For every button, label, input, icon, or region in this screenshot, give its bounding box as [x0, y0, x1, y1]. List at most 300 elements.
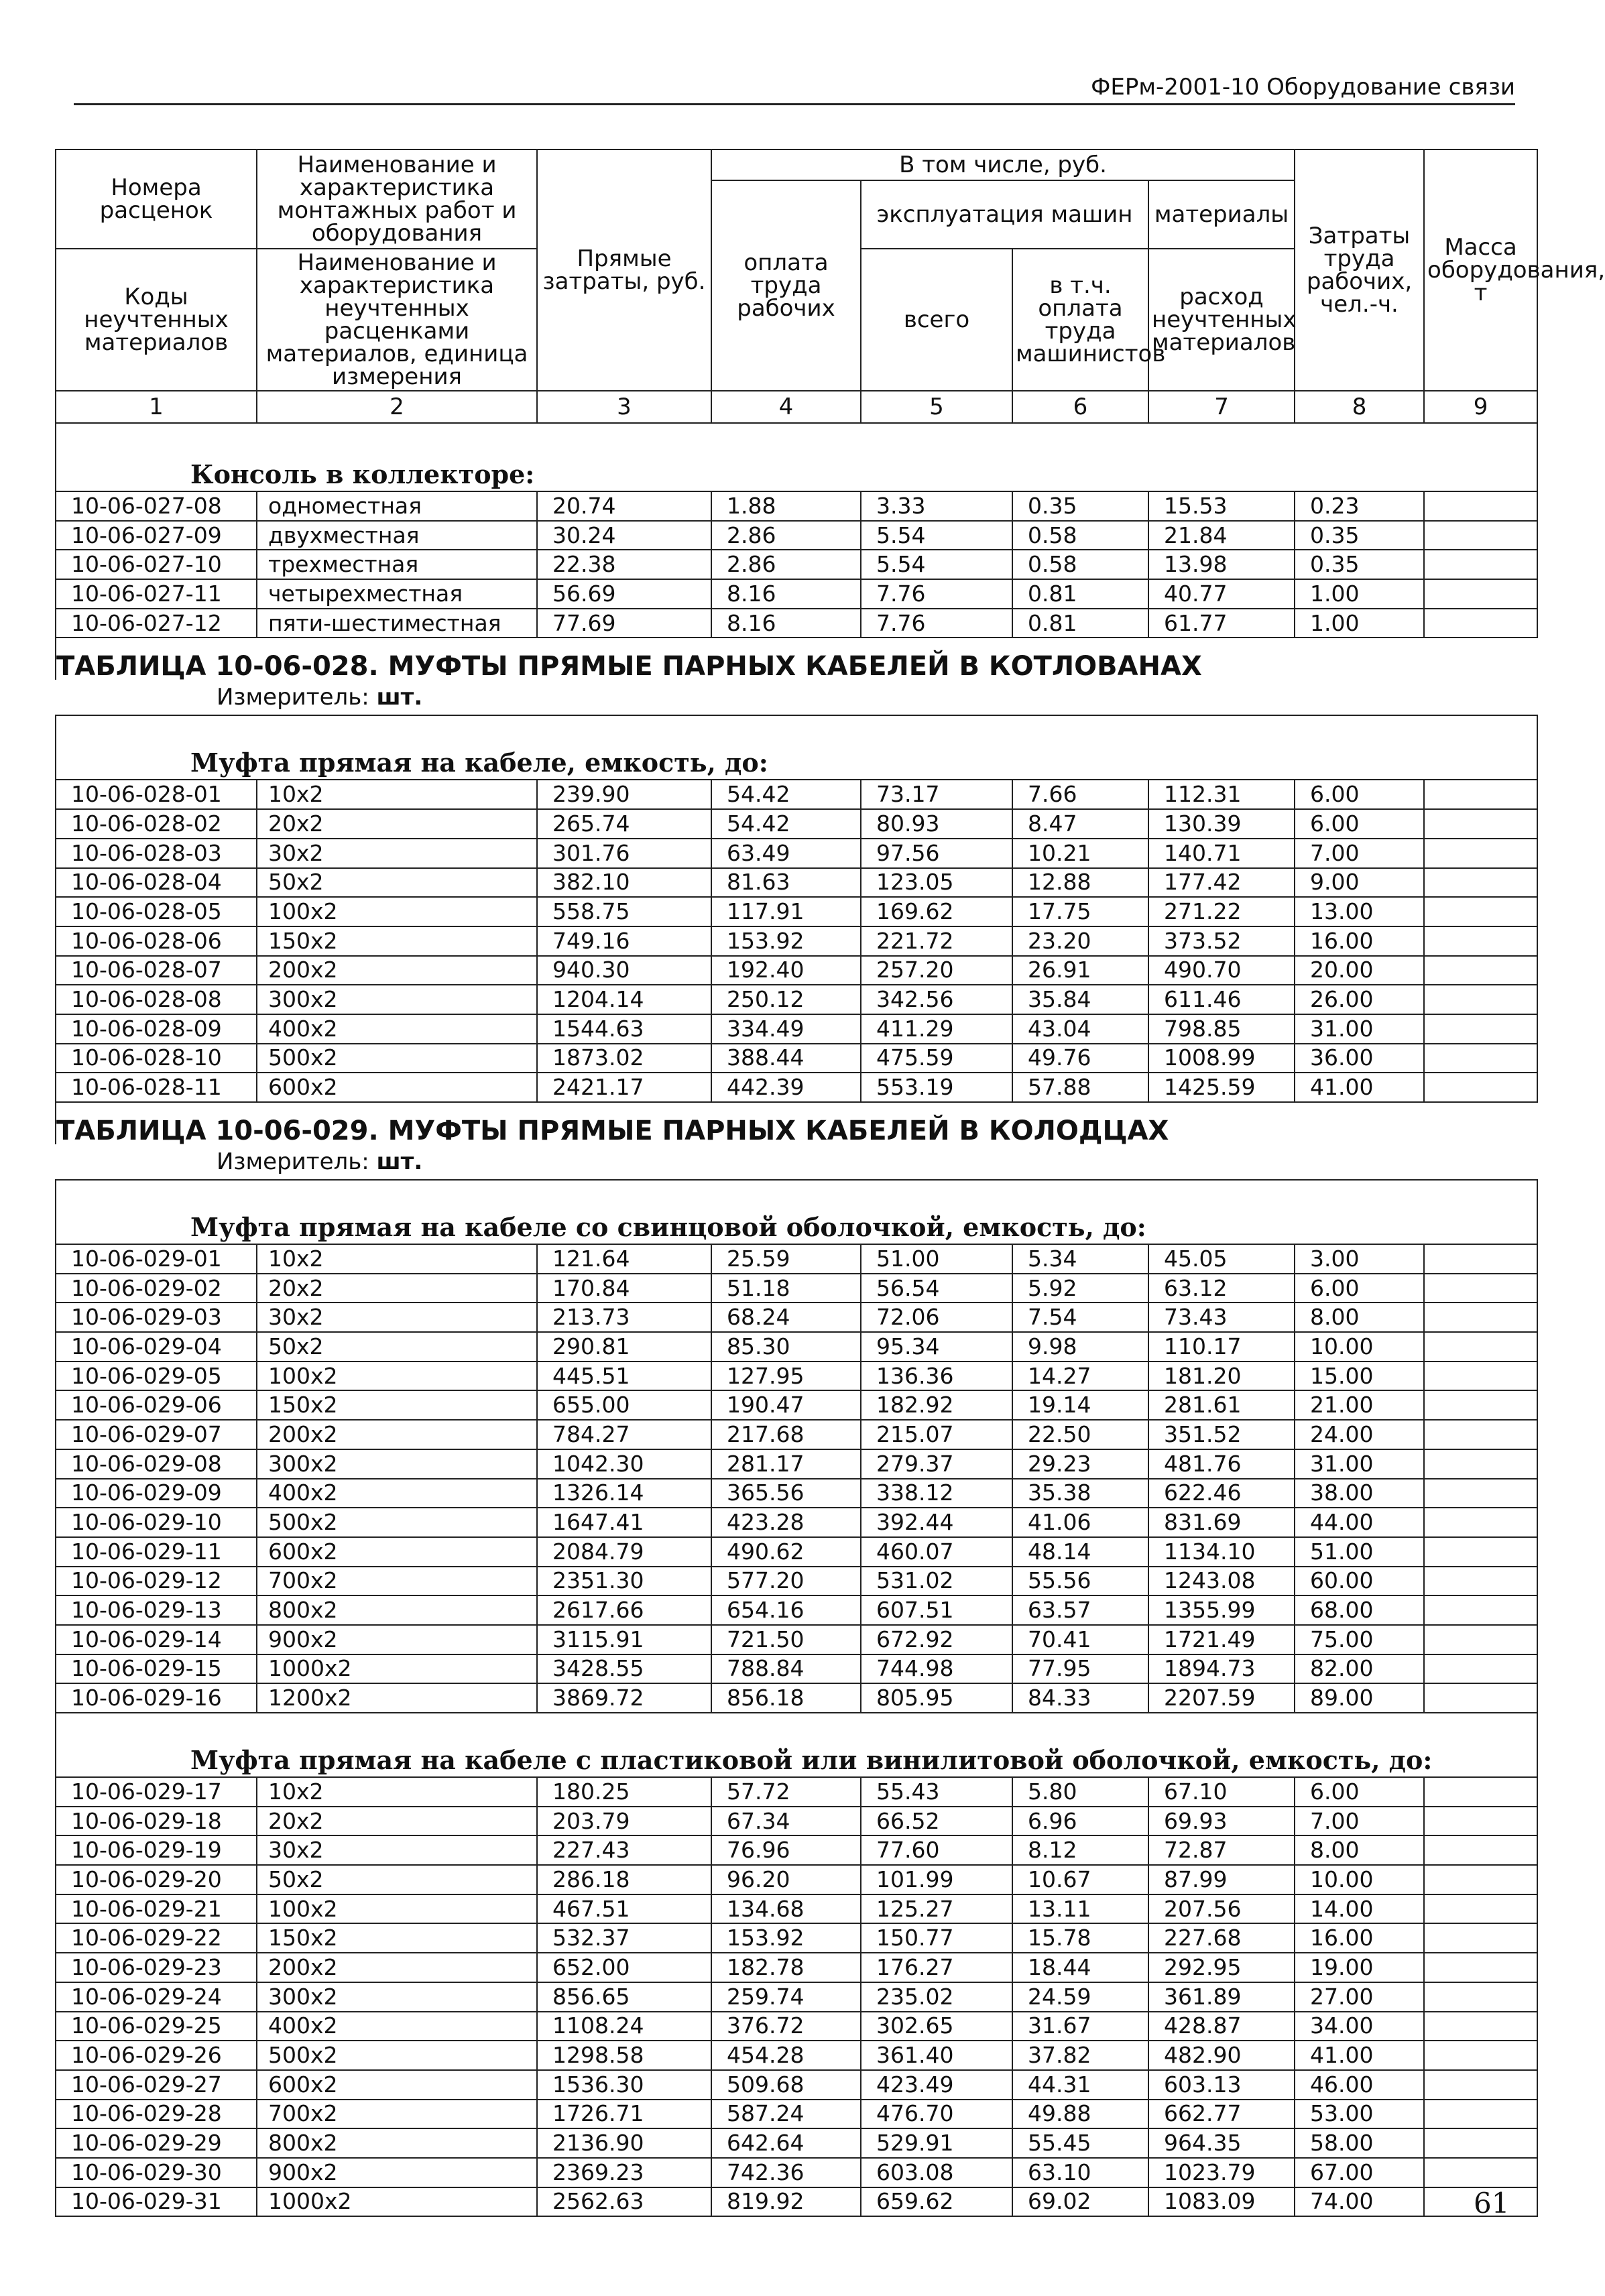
table-cell: 0.35	[1295, 521, 1424, 550]
table-cell: 72.06	[861, 1303, 1012, 1332]
table-cell: 51.00	[861, 1244, 1012, 1274]
table-cell	[1424, 1537, 1537, 1567]
table-cell: 20x2	[257, 1807, 537, 1836]
table-cell: 10-06-029-29	[56, 2128, 257, 2158]
table-cell: 85.30	[711, 1332, 861, 1362]
table-cell: 10-06-028-08	[56, 985, 257, 1014]
table-cell: 77.95	[1012, 1654, 1148, 1684]
col-code-bottom: Коды неучтенных материалов	[56, 249, 257, 391]
table-cell: 10-06-028-04	[56, 868, 257, 898]
col-name-top: Наименование и характеристика монтажных работ и оборудования	[257, 149, 537, 249]
table-cell: 13.98	[1148, 550, 1295, 579]
table-cell	[1424, 1449, 1537, 1479]
table-cell: 10-06-027-11	[56, 579, 257, 609]
table-cell: 181.20	[1148, 1362, 1295, 1391]
table-cell: 500x2	[257, 2041, 537, 2070]
col-number: 1	[56, 391, 257, 423]
table-row	[56, 1982, 1537, 2012]
table-cell: 2.86	[711, 521, 861, 550]
table-cell: 8.16	[711, 609, 861, 638]
table-cell: 788.84	[711, 1654, 861, 1684]
table-cell	[1424, 2070, 1537, 2100]
table-cell: 1.00	[1295, 609, 1424, 638]
table-row	[56, 1449, 1537, 1479]
table-cell: 8.12	[1012, 1835, 1148, 1865]
table-cell: 454.28	[711, 2041, 861, 2070]
table-cell: 30x2	[257, 1303, 537, 1332]
col-code-top: Номера расценок	[56, 149, 257, 249]
table-cell: 798.85	[1148, 1014, 1295, 1044]
table-cell: 19.00	[1295, 1953, 1424, 1982]
table-cell: 351.52	[1148, 1420, 1295, 1449]
table-cell: 7.00	[1295, 1807, 1424, 1836]
table-cell: 10-06-029-10	[56, 1508, 257, 1537]
table-cell: 265.74	[537, 809, 711, 839]
table-cell: 532.37	[537, 1923, 711, 1953]
table-cell: 5.34	[1012, 1244, 1148, 1274]
table-cell: 1894.73	[1148, 1654, 1295, 1684]
unit-label: Измеритель:	[217, 1148, 369, 1175]
table-cell: 279.37	[861, 1449, 1012, 1479]
table-cell: 654.16	[711, 1595, 861, 1625]
table-cell: 117.91	[711, 897, 861, 926]
table-cell: 819.92	[711, 2187, 861, 2217]
table-cell	[1424, 1303, 1537, 1332]
unit-line	[56, 680, 1537, 715]
table-cell: 361.89	[1148, 1982, 1295, 2012]
table-cell: 342.56	[861, 985, 1012, 1014]
col-number: 2	[257, 391, 537, 423]
table-cell: 10.21	[1012, 839, 1148, 868]
table-cell: 150x2	[257, 1923, 537, 1953]
table-cell: 600x2	[257, 1073, 537, 1102]
table-row	[56, 1683, 1537, 1713]
table-cell: 392.44	[861, 1508, 1012, 1537]
col-direct-costs: Прямые затраты, руб.	[537, 149, 711, 391]
table-cell: 217.68	[711, 1420, 861, 1449]
table-cell: 18.44	[1012, 1953, 1148, 1982]
table-cell: 176.27	[861, 1953, 1012, 1982]
table-cell: 1536.30	[537, 2070, 711, 2100]
table-cell: 8.16	[711, 579, 861, 609]
table-cell: 856.18	[711, 1683, 861, 1713]
table-cell	[1424, 1244, 1537, 1274]
table-cell: 10-06-029-05	[56, 1362, 257, 1391]
table-cell: 84.33	[1012, 1683, 1148, 1713]
table-cell: 281.61	[1148, 1390, 1295, 1420]
table-cell: 3428.55	[537, 1654, 711, 1684]
section-row	[56, 423, 1537, 491]
table-cell: 80.93	[861, 809, 1012, 839]
table-cell: 672.92	[861, 1625, 1012, 1654]
table-cell: 460.07	[861, 1537, 1012, 1567]
table-title: ТАБЛИЦА 10-06-029. МУФТЫ ПРЯМЫЕ ПАРНЫХ КАБЕЛЕЙ В КОЛОДЦАХ	[56, 1102, 1537, 1144]
table-cell: 68.24	[711, 1303, 861, 1332]
table-cell: 558.75	[537, 897, 711, 926]
table-cell: 3869.72	[537, 1683, 711, 1713]
table-cell: 10-06-029-26	[56, 2041, 257, 2070]
table-cell: 1726.71	[537, 2100, 711, 2129]
table-cell: 500x2	[257, 1044, 537, 1073]
table-cell: 10-06-028-05	[56, 897, 257, 926]
table-cell: 190.47	[711, 1390, 861, 1420]
table-cell: 50x2	[257, 1865, 537, 1894]
table-cell: 271.22	[1148, 897, 1295, 926]
table-cell: 292.95	[1148, 1953, 1295, 1982]
table-cell: 96.20	[711, 1865, 861, 1894]
table-row	[56, 1595, 1537, 1625]
table-cell	[1424, 521, 1537, 550]
table-cell: 587.24	[711, 2100, 861, 2129]
table-cell: 67.10	[1148, 1777, 1295, 1807]
table-cell: 23.20	[1012, 926, 1148, 956]
table-row	[56, 839, 1537, 868]
table-cell: 1243.08	[1148, 1567, 1295, 1596]
table-cell: 177.42	[1148, 868, 1295, 898]
table-cell: 30.24	[537, 521, 711, 550]
table-cell: 490.62	[711, 1537, 861, 1567]
unit-value: шт.	[376, 1148, 423, 1175]
table-cell: 101.99	[861, 1865, 1012, 1894]
table-cell: 1008.99	[1148, 1044, 1295, 1073]
table-cell: 411.29	[861, 1014, 1012, 1044]
table-cell	[1424, 985, 1537, 1014]
table-row	[56, 780, 1537, 809]
table-cell: 13.11	[1012, 1894, 1148, 1924]
table-cell: 10-06-027-08	[56, 491, 257, 521]
table-cell: 10.67	[1012, 1865, 1148, 1894]
table-cell: 121.64	[537, 1244, 711, 1274]
table-cell: 60.00	[1295, 1567, 1424, 1596]
table-cell	[1424, 2012, 1537, 2041]
table-cell: 7.76	[861, 579, 1012, 609]
table-cell: 24.00	[1295, 1420, 1424, 1449]
table-cell: 82.00	[1295, 1654, 1424, 1684]
table-cell: 10x2	[257, 780, 537, 809]
table-cell: 442.39	[711, 1073, 861, 1102]
table-cell: 10-06-028-06	[56, 926, 257, 956]
table-cell: 10-06-028-11	[56, 1073, 257, 1102]
table-cell	[1424, 897, 1537, 926]
table-cell: 2562.63	[537, 2187, 711, 2217]
table-cell: 63.10	[1012, 2158, 1148, 2187]
table-cell: 127.95	[711, 1362, 861, 1391]
table-cell: 531.02	[861, 1567, 1012, 1596]
table-cell: 19.14	[1012, 1390, 1148, 1420]
table-cell: 10-06-028-07	[56, 956, 257, 985]
table-title-row	[56, 638, 1537, 680]
table-cell: 603.08	[861, 2158, 1012, 2187]
table-cell: 63.49	[711, 839, 861, 868]
table-cell: 54.42	[711, 809, 861, 839]
table-cell: 10-06-029-27	[56, 2070, 257, 2100]
table-row	[56, 2012, 1537, 2041]
table-cell: 10-06-029-25	[56, 2012, 257, 2041]
table-cell: 300x2	[257, 985, 537, 1014]
table-cell: 652.00	[537, 1953, 711, 1982]
table-cell: 53.00	[1295, 2100, 1424, 2129]
table-cell: 742.36	[711, 2158, 861, 2187]
table-row	[56, 1894, 1537, 1924]
table-cell: 259.74	[711, 1982, 861, 2012]
table-cell	[1424, 2041, 1537, 2070]
unit-label: Измеритель:	[217, 684, 369, 711]
table-cell: 9.00	[1295, 868, 1424, 898]
table-cell: 50x2	[257, 1332, 537, 1362]
table-cell: 302.65	[861, 2012, 1012, 2041]
table-cell: 301.76	[537, 839, 711, 868]
table-cell	[1424, 1894, 1537, 1924]
table-row	[56, 2041, 1537, 2070]
table-cell: 112.31	[1148, 780, 1295, 809]
table-cell: 1721.49	[1148, 1625, 1295, 1654]
table-cell: 10-06-028-10	[56, 1044, 257, 1073]
table-cell: 10-06-029-14	[56, 1625, 257, 1654]
table-cell: 180.25	[537, 1777, 711, 1807]
table-cell: 900x2	[257, 2158, 537, 2187]
table-cell: 153.92	[711, 1923, 861, 1953]
table-cell: 10-06-029-03	[56, 1303, 257, 1332]
table-cell: 5.80	[1012, 1777, 1148, 1807]
table-cell: 8.47	[1012, 809, 1148, 839]
table-cell: 200x2	[257, 956, 537, 985]
table-cell: 611.46	[1148, 985, 1295, 1014]
table-cell: 10-06-028-02	[56, 809, 257, 839]
table-cell: 30x2	[257, 1835, 537, 1865]
table-cell	[1424, 1865, 1537, 1894]
table-cell: 400x2	[257, 2012, 537, 2041]
table-cell	[1424, 1982, 1537, 2012]
col-number: 3	[537, 391, 711, 423]
table-cell: 365.56	[711, 1479, 861, 1508]
table-cell: 10-06-029-07	[56, 1420, 257, 1449]
table-row	[56, 1073, 1537, 1102]
table-cell: 125.27	[861, 1894, 1012, 1924]
table-cell: 56.54	[861, 1274, 1012, 1303]
table-cell	[1424, 839, 1537, 868]
table-cell: 57.88	[1012, 1073, 1148, 1102]
table-cell: 203.79	[537, 1807, 711, 1836]
table-cell: 749.16	[537, 926, 711, 956]
table-cell	[1424, 1332, 1537, 1362]
table-cell: 74.00	[1295, 2187, 1424, 2217]
table-cell: 940.30	[537, 956, 711, 985]
table-cell: 1326.14	[537, 1479, 711, 1508]
table-cell	[1424, 1923, 1537, 1953]
section-subtitle: Консоль в коллекторе:	[56, 423, 1537, 491]
table-cell: 150x2	[257, 1390, 537, 1420]
table-cell: 7.00	[1295, 839, 1424, 868]
col-materials: материалы	[1148, 180, 1295, 249]
table-cell: 1204.14	[537, 985, 711, 1014]
table-cell: 10-06-029-09	[56, 1479, 257, 1508]
table-cell: 40.77	[1148, 579, 1295, 609]
table-cell: 607.51	[861, 1595, 1012, 1625]
table-row	[56, 1508, 1537, 1537]
table-cell: 170.84	[537, 1274, 711, 1303]
table-cell: 1425.59	[1148, 1073, 1295, 1102]
table-cell: 257.20	[861, 956, 1012, 985]
table-cell: 373.52	[1148, 926, 1295, 956]
table-row	[56, 1420, 1537, 1449]
table-row	[56, 1014, 1537, 1044]
table-cell: 423.49	[861, 2070, 1012, 2100]
table-cell: 76.96	[711, 1835, 861, 1865]
table-cell	[1424, 579, 1537, 609]
table-cell: 5.92	[1012, 1274, 1148, 1303]
table-cell: 41.06	[1012, 1508, 1148, 1537]
table-cell: 10-06-029-21	[56, 1894, 257, 1924]
table-cell: 14.00	[1295, 1894, 1424, 1924]
table-cell: 227.68	[1148, 1923, 1295, 1953]
col-machines: эксплуатация машин	[861, 180, 1148, 249]
table-cell: 6.00	[1295, 780, 1424, 809]
table-cell: 2136.90	[537, 2128, 711, 2158]
table-cell: 1298.58	[537, 2041, 711, 2070]
table-cell: 900x2	[257, 1625, 537, 1654]
table-cell: 1134.10	[1148, 1537, 1295, 1567]
table-cell: 10-06-029-11	[56, 1537, 257, 1567]
table-cell: двухместная	[257, 521, 537, 550]
table-cell: 603.13	[1148, 2070, 1295, 2100]
table-cell: 58.00	[1295, 2128, 1424, 2158]
table-title-row	[56, 1102, 1537, 1144]
table-cell: 482.90	[1148, 2041, 1295, 2070]
table-cell: 250.12	[711, 985, 861, 1014]
table-cell	[1424, 1479, 1537, 1508]
table-cell: 56.69	[537, 579, 711, 609]
table-cell	[1424, 1073, 1537, 1102]
table-cell: 10-06-029-24	[56, 1982, 257, 2012]
table-cell: 134.68	[711, 1894, 861, 1924]
table-cell: 3.00	[1295, 1244, 1424, 1274]
table-cell: 300x2	[257, 1449, 537, 1479]
table-cell: 215.07	[861, 1420, 1012, 1449]
table-cell: 856.65	[537, 1982, 711, 2012]
table-cell: 38.00	[1295, 1479, 1424, 1508]
table-cell: 46.00	[1295, 2070, 1424, 2100]
table-cell: 54.42	[711, 780, 861, 809]
table-cell: 44.00	[1295, 1508, 1424, 1537]
table-cell: 428.87	[1148, 2012, 1295, 2041]
table-cell: 26.00	[1295, 985, 1424, 1014]
table-cell: 81.63	[711, 868, 861, 898]
table-cell	[1424, 1390, 1537, 1420]
table-cell	[1424, 1625, 1537, 1654]
table-cell: 3115.91	[537, 1625, 711, 1654]
table-row	[56, 1953, 1537, 1982]
table-cell: 182.78	[711, 1953, 861, 1982]
table-cell: 150x2	[257, 926, 537, 956]
table-cell: 0.81	[1012, 579, 1148, 609]
table-cell: 51.00	[1295, 1537, 1424, 1567]
table-cell: 1647.41	[537, 1508, 711, 1537]
table-header	[56, 149, 1605, 423]
table-cell	[1424, 1683, 1537, 1713]
table-row	[56, 809, 1537, 839]
table-cell: 22.38	[537, 550, 711, 579]
table-cell: 140.71	[1148, 839, 1295, 868]
table-row	[56, 521, 1537, 550]
table-cell: 2207.59	[1148, 1683, 1295, 1713]
table-cell: 20x2	[257, 1274, 537, 1303]
table-cell: 55.56	[1012, 1567, 1148, 1596]
table-cell: 445.51	[537, 1362, 711, 1391]
table-cell: 227.43	[537, 1835, 711, 1865]
table-cell: 87.99	[1148, 1865, 1295, 1894]
table-cell: 29.23	[1012, 1449, 1148, 1479]
table-cell: 338.12	[861, 1479, 1012, 1508]
table-cell: 16.00	[1295, 1923, 1424, 1953]
table-cell: 10.00	[1295, 1865, 1424, 1894]
table-row	[56, 1390, 1537, 1420]
table-cell: 400x2	[257, 1014, 537, 1044]
table-cell: 642.64	[711, 2128, 861, 2158]
table-cell: четырехместная	[257, 579, 537, 609]
table-cell: 34.00	[1295, 2012, 1424, 2041]
col-number: 8	[1295, 391, 1424, 423]
table-row	[56, 1044, 1537, 1073]
table-cell: 10-06-029-15	[56, 1654, 257, 1684]
table-cell: 13.00	[1295, 897, 1424, 926]
table-row	[56, 1923, 1537, 1953]
table-row	[56, 550, 1537, 579]
rates-table	[55, 149, 1605, 2217]
col-unaccounted-materials: расход неучтенных материалов	[1148, 249, 1295, 391]
table-cell	[1424, 1044, 1537, 1073]
col-number: 6	[1012, 391, 1148, 423]
table-cell: 10-06-029-18	[56, 1807, 257, 1836]
table-row	[56, 985, 1537, 1014]
table-cell: 490.70	[1148, 956, 1295, 985]
table-cell: 622.46	[1148, 1479, 1295, 1508]
table-cell: 1042.30	[537, 1449, 711, 1479]
table-cell: 10x2	[257, 1244, 537, 1274]
table-cell: 2369.23	[537, 2158, 711, 2187]
table-cell: 1000x2	[257, 2187, 537, 2217]
table-cell: 200x2	[257, 1420, 537, 1449]
table-cell: 10x2	[257, 1777, 537, 1807]
table-cell: 207.56	[1148, 1894, 1295, 1924]
table-cell: 10-06-029-20	[56, 1865, 257, 1894]
table-cell: 1000x2	[257, 1654, 537, 1684]
table-cell: 67.00	[1295, 2158, 1424, 2187]
table-cell: 95.34	[861, 1332, 1012, 1362]
page-number: 61	[1474, 2187, 1510, 2220]
table-cell: 476.70	[861, 2100, 1012, 2129]
table-cell: 10-06-029-31	[56, 2187, 257, 2217]
table-cell: 69.93	[1148, 1807, 1295, 1836]
table-cell	[1424, 609, 1537, 638]
col-number: 9	[1424, 391, 1537, 423]
table-cell: 800x2	[257, 1595, 537, 1625]
table-row	[56, 491, 1537, 521]
table-row	[56, 1537, 1537, 1567]
table-cell: 3.33	[861, 491, 1012, 521]
table-cell: 6.96	[1012, 1807, 1148, 1836]
table-row	[56, 1835, 1537, 1865]
col-machinists-wages: в т.ч. оплата труда машинистов	[1012, 249, 1148, 391]
table-cell: 130.39	[1148, 809, 1295, 839]
table-cell: 481.76	[1148, 1449, 1295, 1479]
table-cell: 290.81	[537, 1332, 711, 1362]
table-cell: 529.91	[861, 2128, 1012, 2158]
table-cell: 31.00	[1295, 1014, 1424, 1044]
table-cell: 6.00	[1295, 1274, 1424, 1303]
table-cell: 97.56	[861, 839, 1012, 868]
table-cell: 50x2	[257, 868, 537, 898]
table-cell: 21.84	[1148, 521, 1295, 550]
